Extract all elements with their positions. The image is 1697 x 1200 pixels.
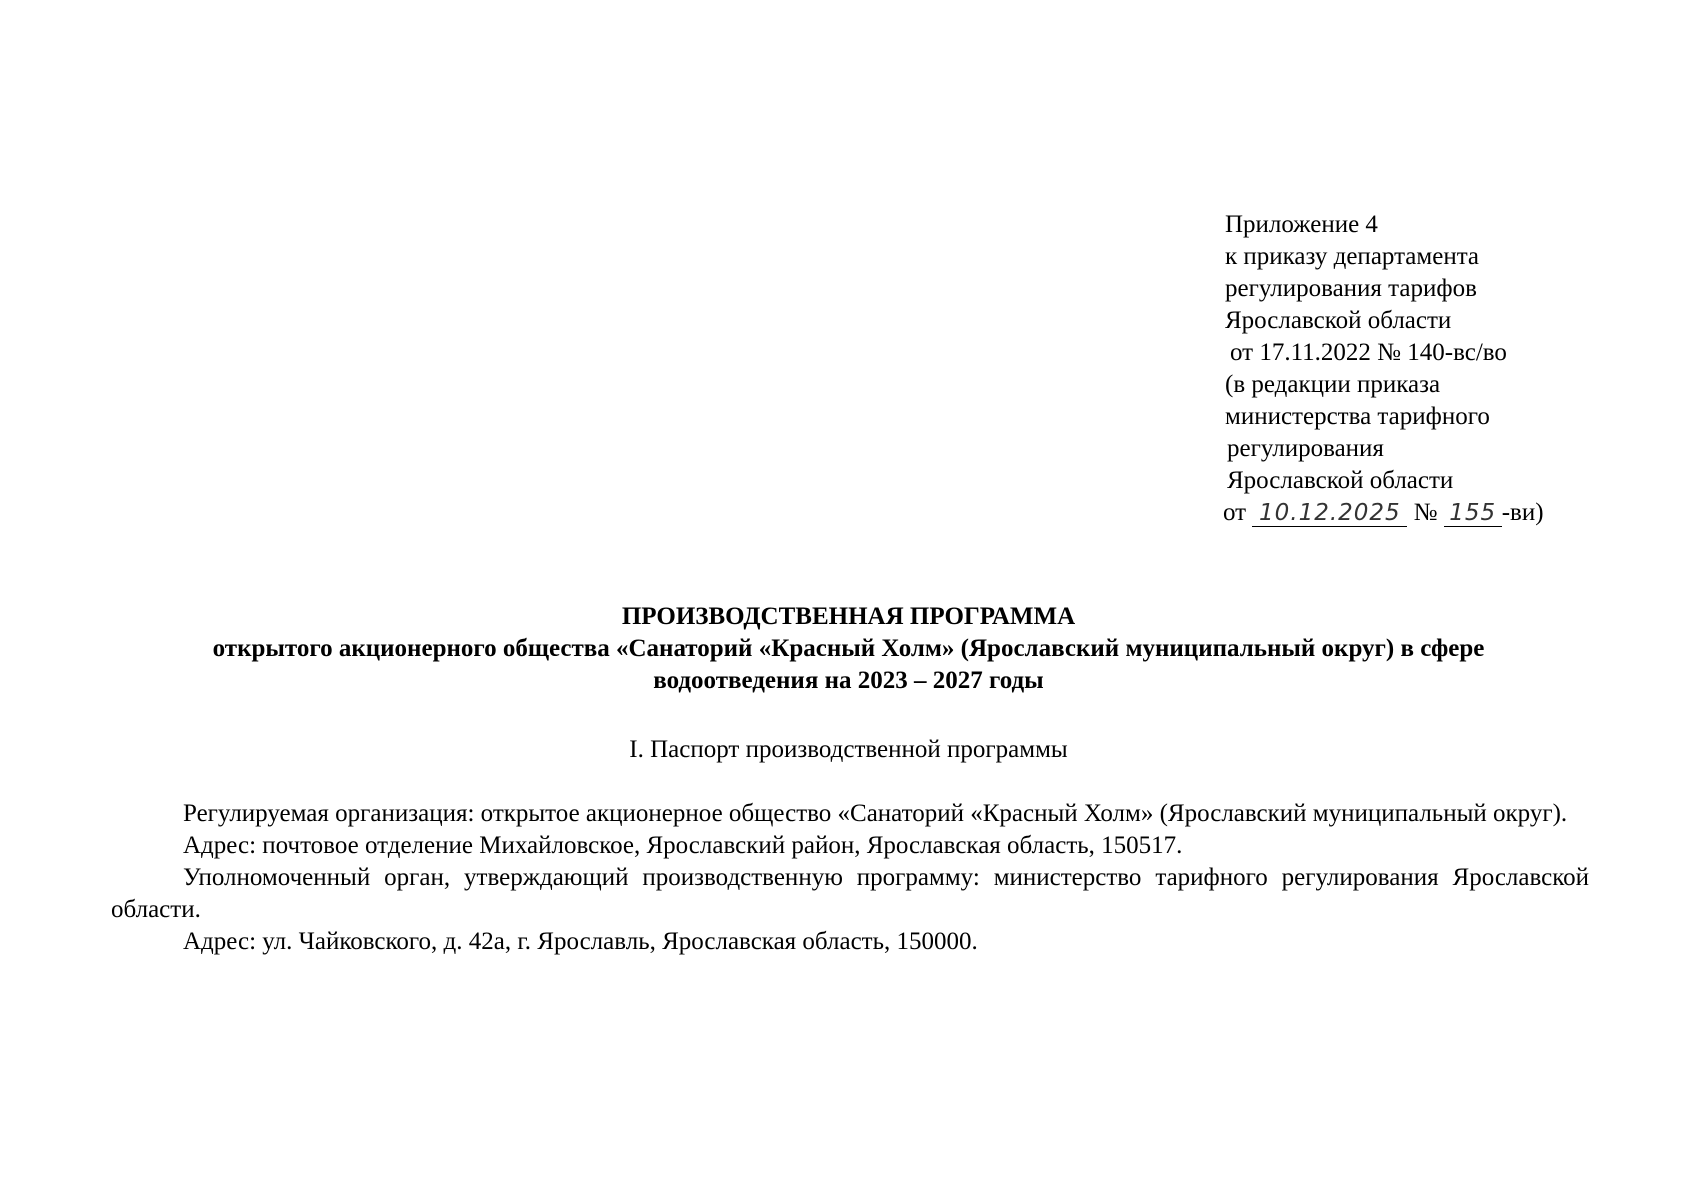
paragraph-authorized-body: Уполномоченный орган, утверждающий производственную программу: министерство тарифного регулирования Ярославской области.: [111, 864, 1589, 923]
appendix-line: Ярославской области: [1225, 307, 1452, 334]
appendix-line: регулирования: [1227, 435, 1384, 462]
section-heading: I. Паспорт производственной программы: [629, 736, 1068, 763]
handwritten-number: 155: [1444, 500, 1502, 527]
handwritten-date: 10.12.2025: [1252, 500, 1407, 527]
appendix-line: Приложение 4: [1225, 211, 1378, 238]
appendix-amendment-line: [1223, 497, 1585, 529]
paragraph-authorized-body-address: Адрес: ул. Чайковского, д. 42а, г. Ярославль, Ярославская область, 150000.: [183, 928, 978, 955]
paragraph-organization-address: Адрес: почтовое отделение Михайловское, Ярославский район, Ярославская область, 150517.: [183, 832, 1183, 859]
amendment-suffix: -ви): [1501, 499, 1544, 526]
title-line-period: водоотведения на 2023 – 2027 годы: [653, 667, 1044, 694]
number-sign: №: [1413, 499, 1438, 526]
appendix-line: (в редакции приказа: [1225, 371, 1441, 398]
appendix-line: Ярославской области: [1227, 467, 1454, 494]
title-line-main: ПРОИЗВОДСТВЕННАЯ ПРОГРАММА: [621, 603, 1076, 630]
appendix-line: от 17.11.2022 № 140-вс/во: [1230, 339, 1507, 366]
appendix-line: министерства тарифного: [1225, 403, 1490, 430]
appendix-line: регулирования тарифов: [1225, 275, 1477, 302]
document-title: [80, 601, 1617, 697]
appendix-block: [1225, 209, 1585, 529]
body-text: [111, 798, 1589, 958]
appendix-line: к приказу департамента: [1225, 243, 1480, 270]
paragraph-regulated-organization: Регулируемая организация: открытое акционерное общество «Санаторий «Красный Холм» (Ярославский муниципальный округ).: [183, 800, 1568, 827]
title-line-organization: открытого акционерного общества «Санаторий «Красный Холм» (Ярославский муниципальный округ) в сфере: [212, 635, 1485, 662]
amendment-prefix: от: [1223, 499, 1247, 526]
